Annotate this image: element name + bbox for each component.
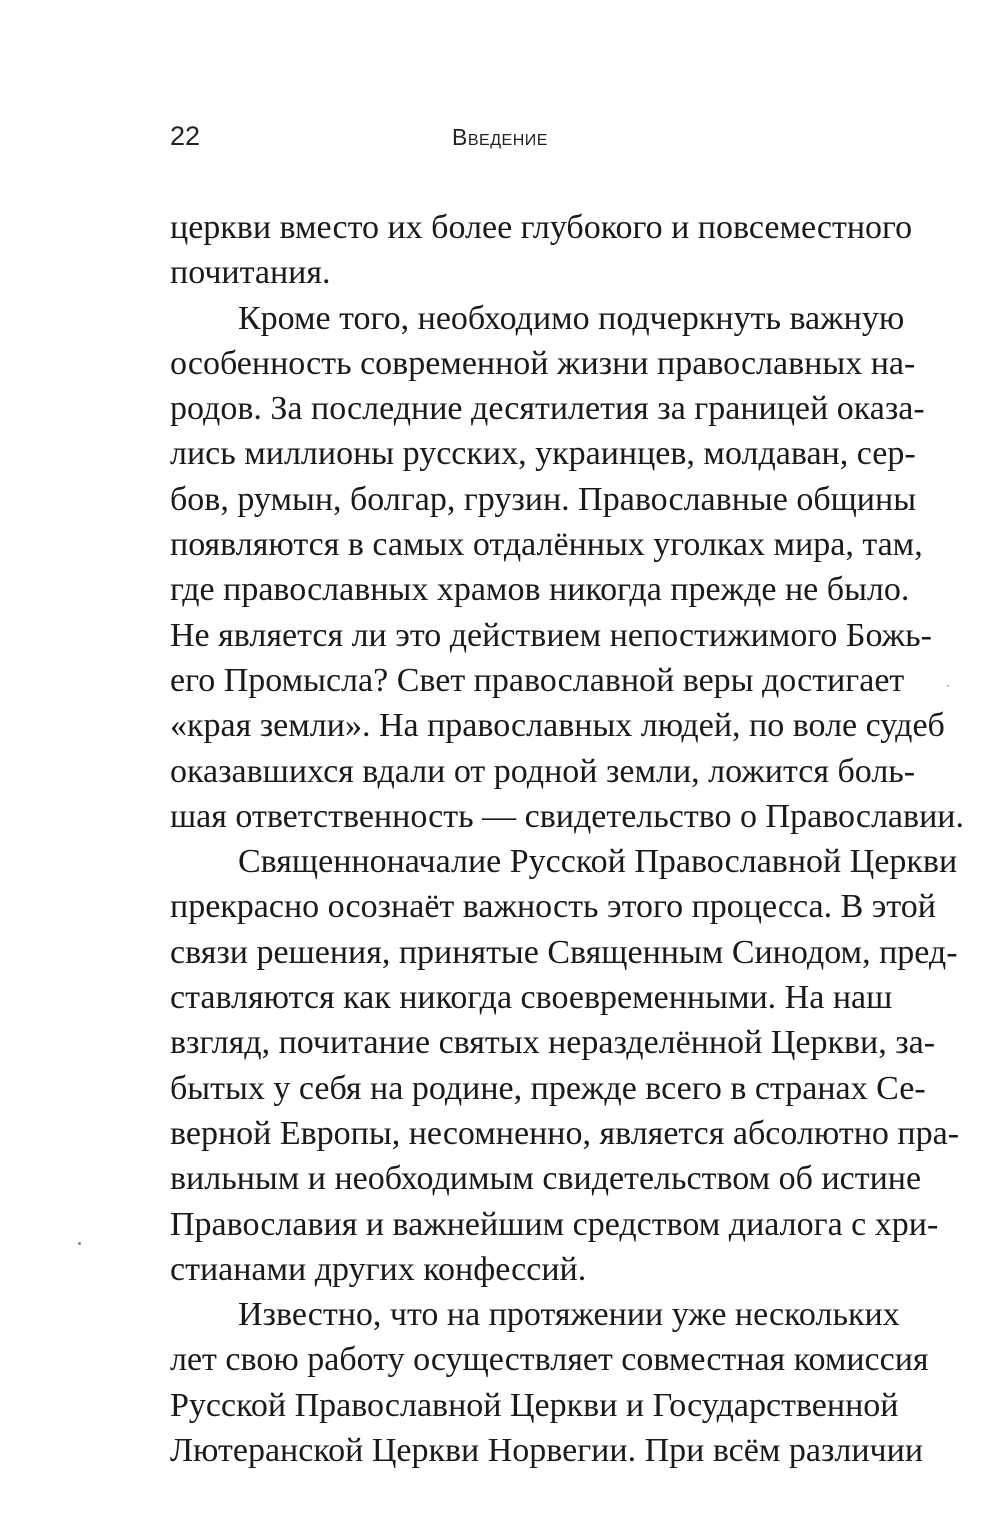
running-head: Введение [452,124,548,150]
text-line: стианами других конфессий. [170,1250,587,1288]
text-line: связи решения, принятые Священным Синодом, пред- [170,933,958,971]
text-line: где православных храмов никогда прежде не было. [170,571,910,609]
text-line: лись миллионы русских, украинцев, молдаван, сер- [170,435,916,473]
text-line: Православия и важнейшим средством диалога с хри- [170,1205,939,1243]
text-line: прекрасно осознаёт важность этого процесса. В этой [170,888,936,926]
text-line: лет свою работу осуществляет совместная комиссия [170,1341,929,1379]
text-line: вильным и необходимым свидетельством об истине [170,1160,922,1198]
page-number: 22 [170,121,201,151]
text-line: появляются в самых отдалённых уголках мира, там, [170,526,923,564]
text-line: родов. За последние десятилетия за границей оказа- [170,390,925,428]
text-line: Лютеранской Церкви Норвегии. При всём различии [170,1432,924,1470]
text-line: бов, румын, болгар, грузин. Православные общины [170,480,917,518]
text-line: Не является ли это действием непостижимого Божь- [170,616,932,654]
text-line: оказавшихся вдали от родной земли, ложится боль- [170,752,916,790]
text-line: бытых у себя на родине, прежде всего в странах Се- [170,1069,926,1107]
text-line: особенность современной жизни православных на- [170,344,916,382]
paper-speck [78,1242,81,1245]
text-line: его Промысла? Свет православной веры достигает [170,661,905,699]
text-line: взгляд, почитание святых неразделённой Церкви, за- [170,1024,936,1062]
body-text [170,205,964,1473]
text-line: Известно, что на протяжении уже нескольких [238,1296,900,1334]
paper-speck [947,685,949,687]
text-line: церкви вместо их более глубокого и повсеместного [170,209,913,246]
text-line: почитания. [170,254,331,292]
text-line: верной Европы, несомненно, является абсолютно пра- [170,1114,960,1152]
text-line: ставляются как никогда своевременными. На наш [170,979,893,1017]
text-line: Кроме того, необходимо подчеркнуть важную [238,299,905,337]
text-line: Русской Православной Церкви и Государственной [170,1386,899,1424]
text-line: Священноначалие Русской Православной Церкви [238,843,958,881]
text-line: «края земли». На православных людей, по воле судеб [170,707,945,745]
text-line: шая ответственность — свидетельство о Православии. [170,797,964,835]
